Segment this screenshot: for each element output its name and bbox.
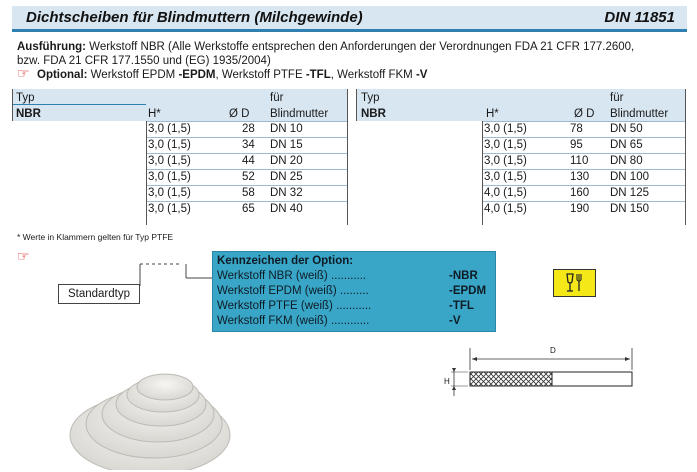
table-row [146, 137, 348, 151]
option-dots: ........... [330, 270, 367, 282]
header-fuer: für [270, 92, 284, 104]
table-border-right [685, 89, 686, 225]
cell-dn: DN 40 [270, 203, 303, 215]
din-standard: DIN 11851 [604, 9, 675, 26]
cell-dn: DN 50 [610, 123, 643, 135]
option-box-title: Kennzeichen der Option: [217, 255, 354, 267]
option-code-tfl: -TFL [449, 300, 474, 312]
table-border-body-left [482, 121, 483, 225]
cell-dn: DN 32 [270, 187, 303, 199]
technical-drawing [446, 344, 642, 406]
dimension-label-h: H [444, 377, 450, 386]
option-label-epdm: Werkstoff EPDM (weiß) [217, 285, 337, 297]
pointing-hand-icon: ☞ [17, 65, 30, 81]
option-item-label [217, 284, 369, 299]
option-item-label [217, 314, 369, 329]
cell-h: 4,0 (1,5) [484, 187, 527, 199]
cell-h: 3,0 (1,5) [484, 171, 527, 183]
cell-dn: DN 20 [270, 155, 303, 167]
option-dots: ........... [336, 300, 372, 312]
cell-d: 44 [242, 155, 255, 167]
cell-d: 28 [242, 123, 255, 135]
optional-code-tfl: -TFL [305, 69, 331, 81]
cell-h: 3,0 (1,5) [148, 123, 191, 135]
product-photo-discs [62, 340, 237, 470]
cell-dn: DN 25 [270, 171, 303, 183]
table-row [482, 153, 686, 167]
table-border-left [12, 89, 13, 121]
table-row [146, 169, 348, 183]
cell-d: 190 [570, 203, 590, 215]
header-nbr: NBR [16, 108, 41, 120]
header-nbr: NBR [361, 108, 386, 120]
table-row [482, 169, 686, 183]
option-item-label [217, 269, 366, 284]
product-table-right [356, 89, 686, 225]
cell-d: 58 [242, 187, 255, 199]
table-row [146, 185, 348, 199]
option-label-ptfe: Werkstoff PTFE (weiß) [217, 300, 333, 312]
header-h: H* [148, 108, 161, 120]
cell-h: 3,0 (1,5) [484, 139, 527, 151]
cell-d: 160 [570, 187, 590, 199]
execution-text-1: Werkstoff NBR (Alle Werkstoffe entsprechen den Anforderungen der Verordnungen FDA 21 CFR 177.2600, [85, 41, 635, 53]
table-border-body-left [146, 121, 147, 225]
pointing-hand-icon: ☞ [17, 248, 30, 264]
page-title: Dichtscheiben für Blindmuttern (Milchgewinde) [26, 9, 363, 26]
standard-type-box: Standardtyp [58, 284, 140, 304]
table-row [146, 153, 348, 167]
cell-h: 3,0 (1,5) [148, 171, 191, 183]
optional-code-epdm: -EPDM [178, 69, 216, 81]
table-body [482, 121, 686, 225]
cell-h: 3,0 (1,5) [148, 139, 191, 151]
option-code-epdm: -EPDM [449, 285, 487, 297]
execution-label: Ausführung: [17, 41, 86, 53]
cell-dn: DN 125 [610, 187, 649, 199]
table-row [482, 201, 686, 215]
option-dots: ............ [330, 315, 370, 327]
table-border-left [356, 89, 357, 121]
cell-h: 4,0 (1,5) [484, 203, 527, 215]
cell-dn: DN 65 [610, 139, 643, 151]
header-h: H* [486, 108, 499, 120]
cell-h: 3,0 (1,5) [484, 155, 527, 167]
table-body [146, 121, 348, 225]
title-bar [12, 6, 687, 32]
header-blindmutter: Blindmutter [610, 108, 669, 120]
dimension-label-d: D [550, 346, 556, 355]
header-typ: Typ [361, 92, 380, 104]
cell-dn: DN 10 [270, 123, 303, 135]
execution-text-2: bzw. FDA 21 CFR 177.1550 und (EG) 1935/2004) [17, 55, 271, 67]
header-blindmutter: Blindmutter [270, 108, 329, 120]
option-connector-lines [130, 262, 215, 298]
optional-code-v: -V [415, 69, 428, 81]
optional-text-3: , Werkstoff FKM [330, 69, 416, 81]
footnote: * Werte in Klammern gelten für Typ PTFE [17, 232, 174, 242]
optional-line [37, 68, 427, 82]
header-fuer: für [610, 92, 624, 104]
cell-h: 3,0 (1,5) [148, 187, 191, 199]
option-label-fkm: Werkstoff FKM (weiß) [217, 315, 328, 327]
cell-dn: DN 100 [610, 171, 649, 183]
table-row [482, 137, 686, 151]
optional-label: Optional: [37, 69, 88, 81]
cell-dn: DN 150 [610, 203, 649, 215]
optional-text-1: Werkstoff EPDM [87, 69, 179, 81]
option-dots: ......... [339, 285, 369, 297]
cell-d: 78 [570, 123, 583, 135]
option-item-label [217, 299, 371, 314]
cell-d: 95 [570, 139, 583, 151]
cell-dn: DN 15 [270, 139, 303, 151]
option-code-nbr: -NBR [449, 270, 478, 282]
cell-h: 3,0 (1,5) [148, 203, 191, 215]
header-d: Ø D [229, 108, 250, 120]
execution-line-1 [17, 40, 634, 54]
food-safe-glass-fork-icon [553, 269, 596, 297]
header-typ: Typ [16, 92, 35, 104]
cell-dn: DN 80 [610, 155, 643, 167]
option-label-nbr: Werkstoff NBR (weiß) [217, 270, 328, 282]
option-code-box [212, 251, 496, 332]
cell-d: 110 [570, 155, 589, 167]
cell-h: 3,0 (1,5) [148, 155, 191, 167]
cell-d: 34 [242, 139, 255, 151]
cell-d: 65 [242, 203, 255, 215]
table-row [482, 121, 686, 135]
table-row [482, 185, 686, 199]
table-row [146, 121, 348, 135]
table-row [146, 201, 348, 215]
optional-text-2: , Werkstoff PTFE [215, 69, 306, 81]
option-code-v: -V [449, 315, 461, 327]
product-table-left [12, 89, 348, 225]
table-border-right [347, 89, 348, 225]
cell-d: 130 [570, 171, 590, 183]
cell-h: 3,0 (1,5) [484, 123, 527, 135]
header-d: Ø D [574, 108, 595, 120]
cell-d: 52 [242, 171, 255, 183]
